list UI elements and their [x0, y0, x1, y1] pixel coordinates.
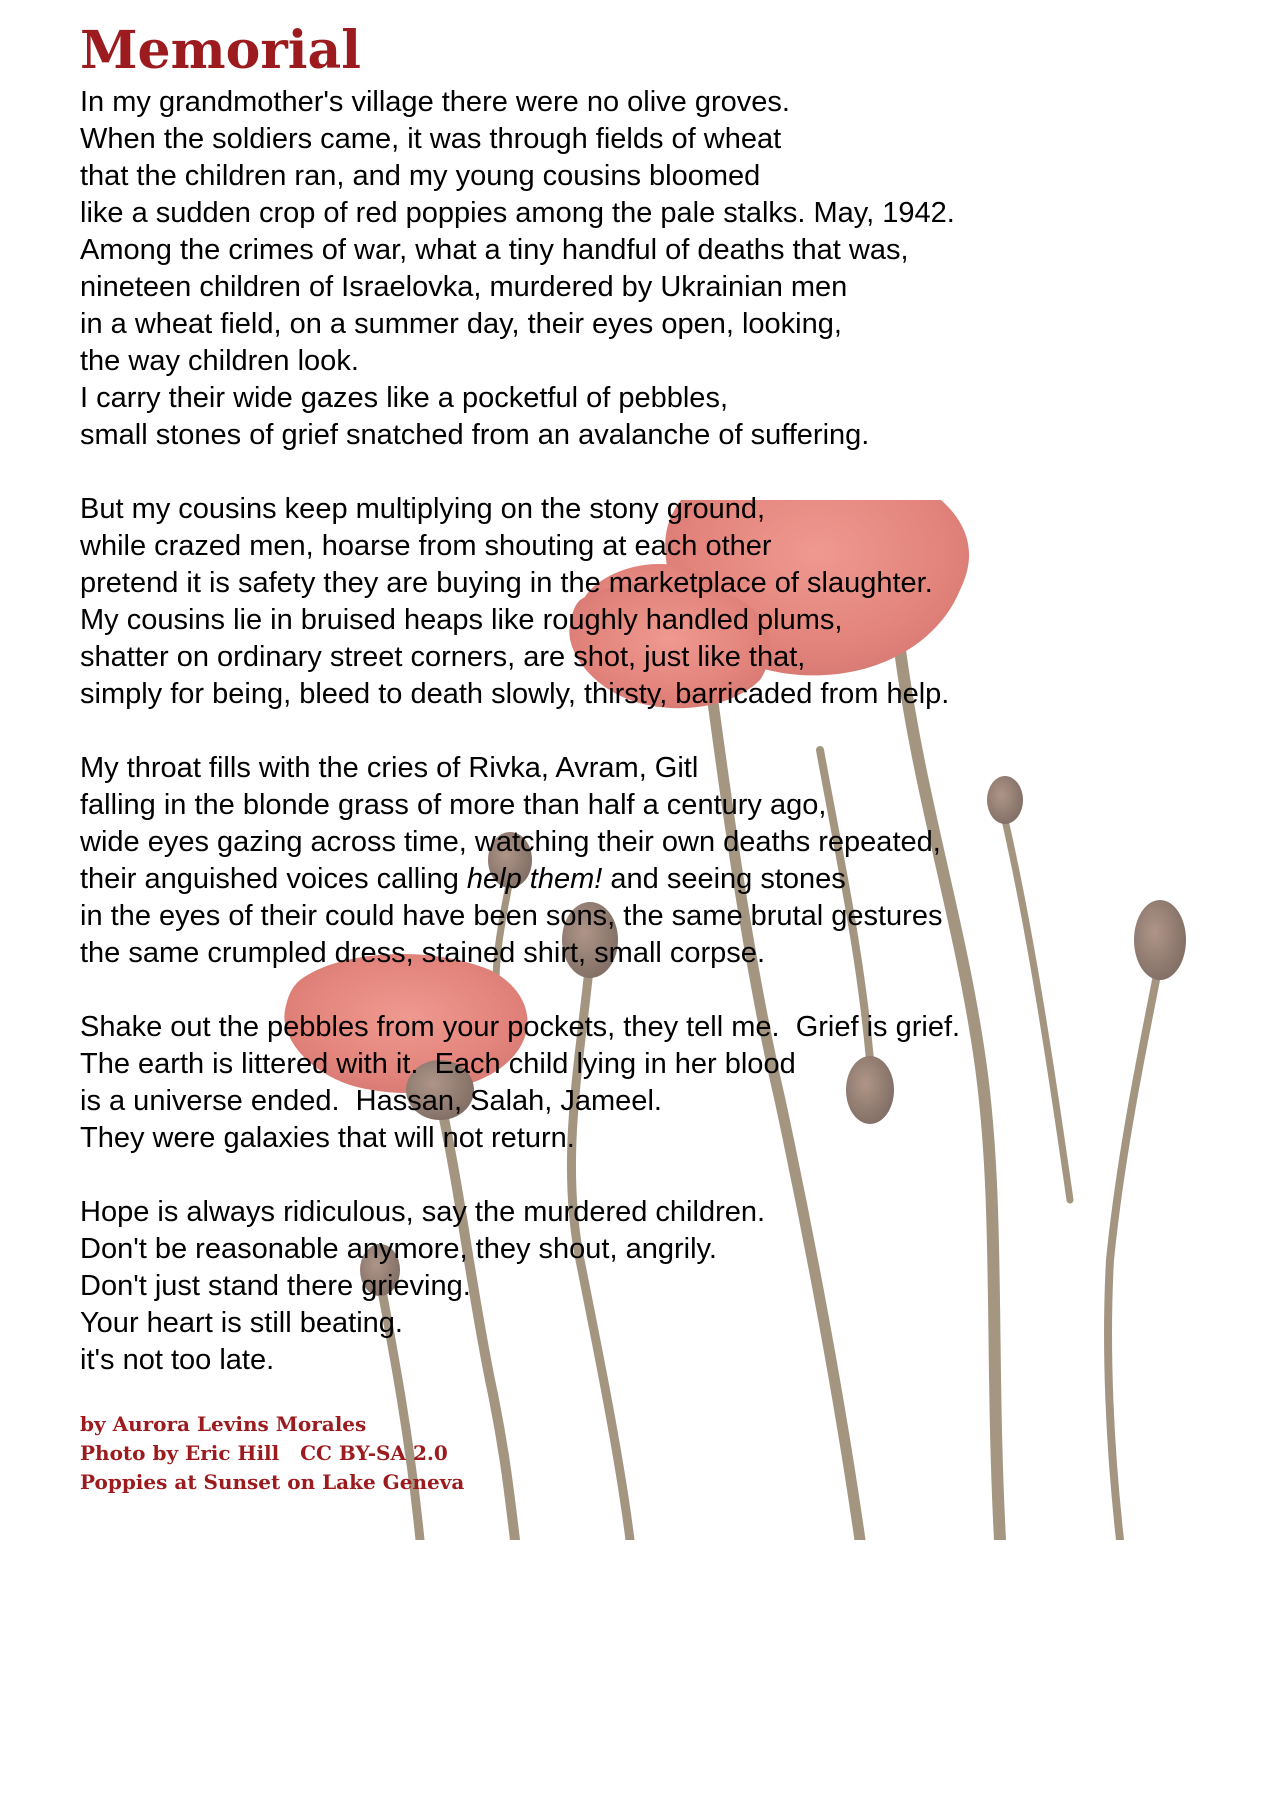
poem-line: Your heart is still beating. — [80, 1307, 403, 1339]
credit-photo: Photo by Eric Hill CC BY-SA 2.0 — [80, 1441, 448, 1465]
poem-line: small stones of grief snatched from an avalanche of suffering. — [80, 419, 870, 451]
poem-line: They were galaxies that will not return. — [80, 1122, 575, 1154]
stanza — [80, 750, 1200, 972]
credit-author: by Aurora Levins Morales — [80, 1412, 367, 1436]
poem-line: My throat fills with the cries of Rivka, Avram, Gitl — [80, 752, 699, 784]
poem-line: When the soldiers came, it was through fields of wheat — [80, 123, 782, 155]
line-text: their anguished voices calling — [80, 863, 467, 895]
poem-body — [80, 84, 1200, 1379]
poem-line: the same crumpled dress, stained shirt, small corpse. — [80, 937, 765, 969]
poem-line: wide eyes gazing across time, watching their own deaths repeated, — [80, 826, 941, 858]
stanza — [80, 491, 1200, 713]
poem-line: But my cousins keep multiplying on the stony ground, — [80, 493, 766, 525]
poem-page — [80, 20, 1200, 1497]
poem-line: is a universe ended. Hassan, Salah, Jameel. — [80, 1085, 662, 1117]
stanza — [80, 1194, 1200, 1379]
credits-block — [80, 1410, 1200, 1497]
poem-line: like a sudden crop of red poppies among the pale stalks. May, 1942. — [80, 197, 955, 229]
poem-line: Hope is always ridiculous, say the murdered children. — [80, 1196, 766, 1228]
poem-line: I carry their wide gazes like a pocketful of pebbles, — [80, 382, 728, 414]
line-text: and seeing stones — [602, 863, 846, 895]
poem-line: pretend it is safety they are buying in the marketplace of slaughter. — [80, 567, 933, 599]
poem-line: simply for being, bleed to death slowly, thirsty, barricaded from help. — [80, 678, 950, 710]
poem-line: in a wheat field, on a summer day, their eyes open, looking, — [80, 308, 842, 340]
poem-line: Don't just stand there grieving. — [80, 1270, 471, 1302]
poem-line: Shake out the pebbles from your pockets, they tell me. Grief is grief. — [80, 1011, 961, 1043]
poem-line: In my grandmother's village there were no olive groves. — [80, 86, 790, 118]
poem-line: in the eyes of their could have been sons, the same brutal gestures — [80, 900, 943, 932]
poem-line: that the children ran, and my young cousins bloomed — [80, 160, 761, 192]
poem-line: Among the crimes of war, what a tiny handful of deaths that was, — [80, 234, 909, 266]
poem-line: the way children look. — [80, 345, 359, 377]
poem-line: shatter on ordinary street corners, are shot, just like that, — [80, 641, 806, 673]
credit-photo-title: Poppies at Sunset on Lake Geneva — [80, 1470, 465, 1494]
poem-line: Don't be reasonable anymore, they shout, angrily. — [80, 1233, 717, 1265]
poem-line: nineteen children of Israelovka, murdered by Ukrainian men — [80, 271, 848, 303]
line-emphasis: help them! — [466, 863, 603, 895]
poem-line: My cousins lie in bruised heaps like roughly handled plums, — [80, 604, 843, 636]
stanza — [80, 84, 1200, 454]
stanza — [80, 1009, 1200, 1157]
poem-line: falling in the blonde grass of more than half a century ago, — [80, 789, 827, 821]
poem-line: The earth is littered with it. Each child lying in her blood — [80, 1048, 796, 1080]
poem-title: Memorial — [80, 20, 361, 81]
poem-line: it's not too late. — [80, 1344, 275, 1376]
poem-line — [80, 861, 1200, 898]
poem-line: while crazed men, hoarse from shouting at each other — [80, 530, 772, 562]
